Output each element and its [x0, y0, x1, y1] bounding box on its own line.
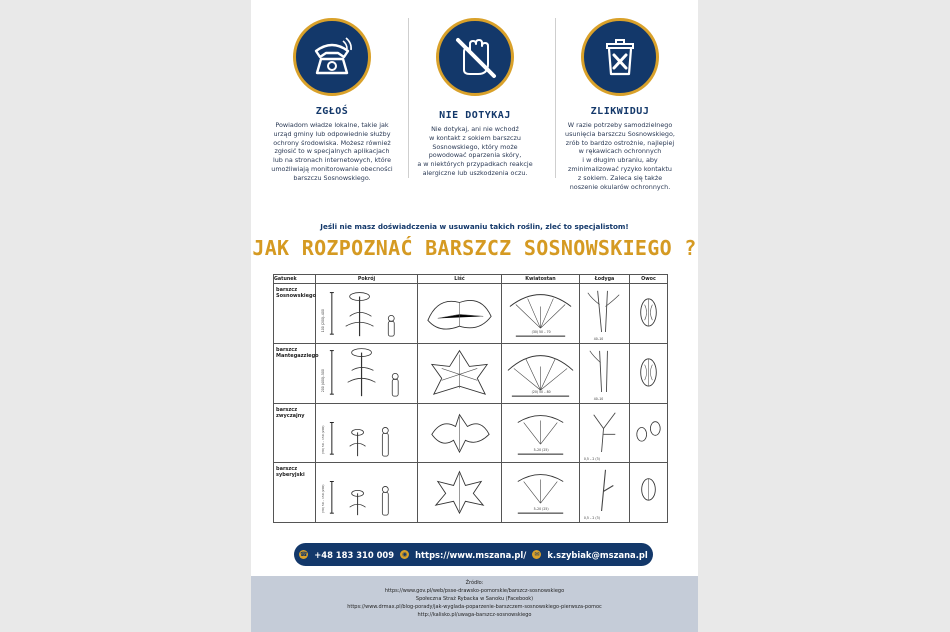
remove-column — [549, 18, 691, 191]
source-link[interactable]: https://www.gov.pl/web/psse-drawsko-pomorskie/barszcz-sosnowskiego — [384, 588, 565, 594]
leaf-illustration — [418, 403, 502, 463]
fruit-illustration — [630, 463, 668, 523]
inflorescence-size-label: 5–20 (25) — [533, 507, 549, 512]
identification-table — [273, 274, 668, 523]
no-touch-column — [404, 18, 546, 178]
poster — [251, 0, 698, 632]
height-label: 200 (400)–500 — [320, 368, 325, 392]
leaf-illustration — [418, 463, 502, 523]
page-title: JAK ROZPOZNAĆ BARSZCZ SOSNOWSKIEGO ? — [252, 236, 697, 260]
table-row — [274, 284, 668, 344]
sources-footer — [251, 576, 698, 632]
table-header-row — [274, 275, 668, 284]
species-name: barszcz Sosnowskiego — [274, 284, 316, 344]
header-habit: Pokrój — [316, 275, 418, 284]
inflorescence-illustration — [502, 463, 580, 523]
inflorescence-illustration — [502, 343, 580, 403]
sources-title: Źródło: — [465, 580, 484, 586]
fruit-illustration — [630, 403, 668, 463]
contact-bar — [294, 543, 653, 566]
habit-illustration — [316, 403, 418, 463]
inflorescence-size-label: 5–20 (25) — [533, 447, 549, 452]
source-text: Społeczna Straż Rybacka w Sanoku (Facebook) — [415, 596, 534, 602]
height-label: (30) 50 – 150 (200) — [320, 424, 325, 454]
report-text: Powiadom władze lokalne, takie jak urząd gminy lub odpowiednie służby ochrony środowiska. Możesz również zgłosić to w specjalnych aplikacjach lub na stronach internetowych, które umożliwiają monitorowanie obecności barszczu Sosnowskiego. — [271, 121, 393, 182]
remove-text: W razie potrzeby samodzielnego usunięcia barszczu Sosnowskiego, zrób to bardzo ostrożnie, najlepiej w rękawicach ochronnych i w długim ubraniu, aby zminimalizować ryzyko kontaktu z sokiem. Zaleca się także noszenie okularów ochronnych. — [565, 121, 675, 191]
phone-icon: ☎ — [299, 551, 308, 558]
action-columns — [261, 18, 688, 218]
stem-illustration — [580, 463, 630, 523]
no-touch-title: NIE DOTYKAJ — [439, 110, 511, 121]
fruit-illustration — [630, 284, 668, 344]
species-name: barszcz syberyjski — [274, 463, 316, 523]
habit-illustration — [316, 463, 418, 523]
header-fruit: Owoc — [630, 275, 668, 284]
report-column — [261, 18, 403, 183]
stem-size-label: 40–10 — [593, 396, 604, 401]
leaf-illustration — [418, 343, 502, 403]
email-link[interactable]: k.szybiak@mszana.pl — [547, 549, 648, 560]
stem-illustration — [580, 343, 630, 403]
species-name: barszcz zwyczajny — [274, 403, 316, 463]
stem-size-label: 40–10 — [593, 336, 604, 341]
remove-title: ZLIKWIDUJ — [590, 106, 650, 117]
header-species: Gatunek — [274, 275, 316, 284]
fruit-illustration — [630, 343, 668, 403]
source-link[interactable]: https://www.drmax.pl/blog-porady/jak-wyglada-poparzenie-barszczem-sosnowskiego-pierwsza-pomoc — [347, 604, 602, 610]
stem-size-label: 0,5 – 2 (3) — [583, 516, 600, 521]
inflorescence-illustration — [502, 284, 580, 344]
species-name: barszcz Mantegazziego — [274, 343, 316, 403]
specialist-note: Jeśli nie masz doświadczenia w usuwaniu takich roślin, zleć to specjalistom! — [320, 222, 629, 231]
envelope-icon: ✉ — [534, 551, 540, 558]
header-inflorescence: Kwiatostan — [502, 275, 580, 284]
source-link[interactable]: http://kalisko.pl/uwaga-barszcz-sosnowskiego — [417, 612, 532, 618]
table-row — [274, 403, 668, 463]
header-leaf: Liść — [418, 275, 502, 284]
phone-number[interactable]: +48 183 310 009 — [314, 549, 395, 560]
height-label: 100 (200)–400 — [320, 309, 325, 333]
no-touch-hand-icon — [436, 18, 514, 96]
globe-icon: ◉ — [401, 551, 408, 558]
stem-illustration — [580, 403, 630, 463]
height-label: (30) 50 – 150 (200) — [320, 484, 325, 514]
table-row — [274, 343, 668, 403]
habit-illustration — [316, 343, 418, 403]
habit-illustration — [316, 284, 418, 344]
table-row — [274, 463, 668, 523]
leaf-illustration — [418, 284, 502, 344]
stem-size-label: 0,5 – 2 (3) — [583, 456, 600, 461]
telephone-icon — [293, 18, 371, 96]
inflorescence-size-label: (20) 50 – 80 — [531, 389, 551, 394]
no-touch-text: Nie dotykaj, ani nie wchodź w kontakt z sokiem barszczu Sosnowskiego, który może powodować oparzenia skóry, a w niektórych przypadkach reakcje alergiczne lub uszkodzenia oczu. — [417, 125, 533, 177]
report-title: ZGŁOŚ — [315, 106, 349, 117]
header-stem: Łodyga — [580, 275, 630, 284]
website-link[interactable]: https://www.mszana.pl/ — [415, 549, 527, 560]
stem-illustration — [580, 284, 630, 344]
inflorescence-size-label: (30) 50 – 70 — [531, 330, 551, 335]
inflorescence-illustration — [502, 403, 580, 463]
trash-bin-icon — [581, 18, 659, 96]
